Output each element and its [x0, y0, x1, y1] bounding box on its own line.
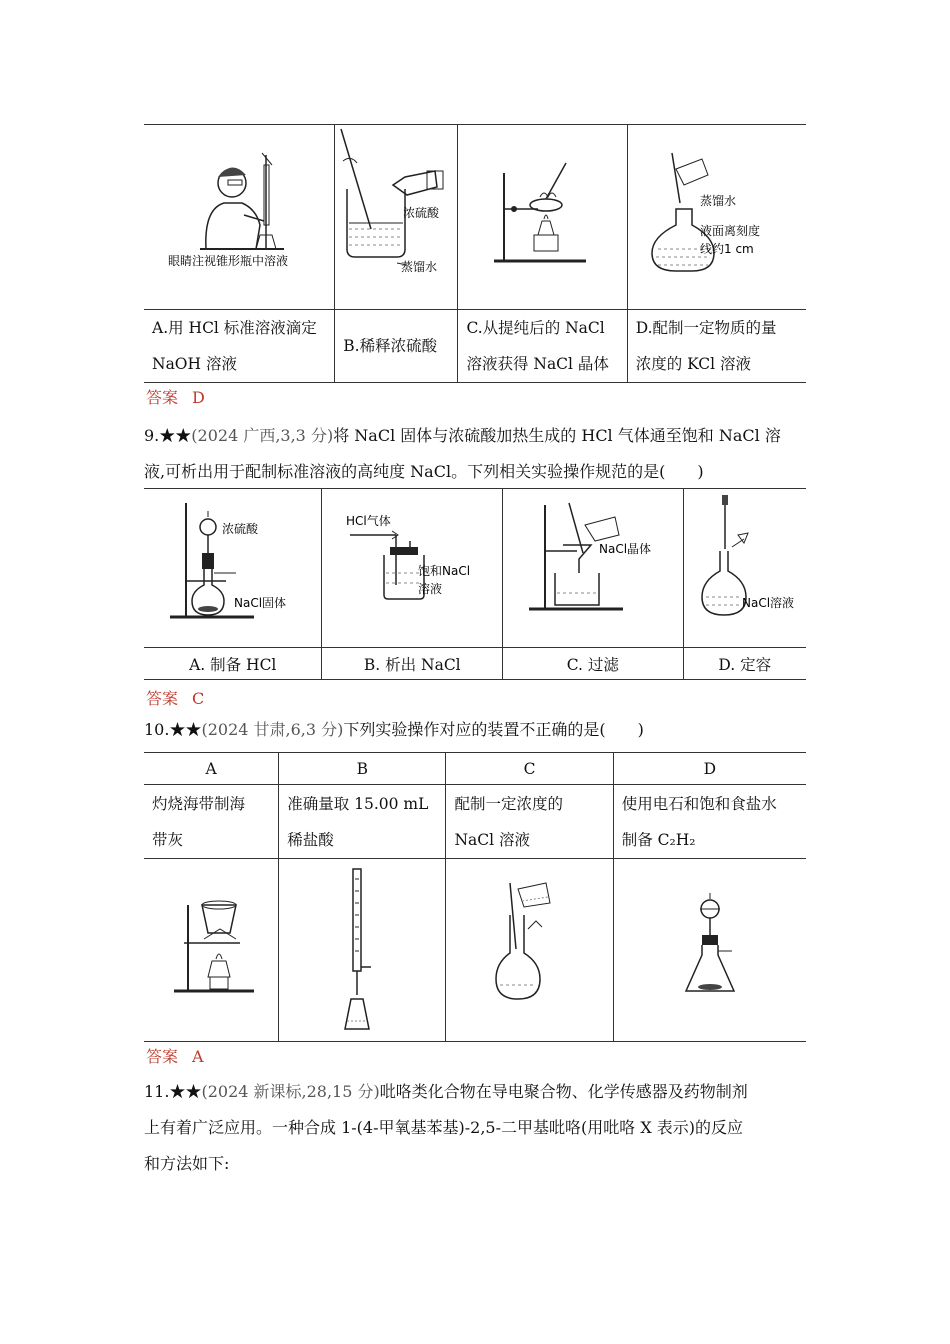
answer-value: C	[192, 689, 205, 708]
q10-desc-d	[613, 785, 806, 859]
q9-b-gas: HCl气体	[346, 514, 392, 528]
q9-a-solid: NaCl固体	[234, 596, 287, 610]
answer-label: 答案	[146, 1047, 179, 1066]
difficulty-stars: ★★	[159, 426, 192, 445]
q8-image-b	[335, 125, 458, 310]
difficulty-stars: ★★	[169, 1082, 202, 1101]
q10-header-d: D	[613, 753, 806, 785]
q9-a-acid: 浓硫酸	[222, 522, 259, 536]
q8-answer	[146, 385, 205, 408]
answer-value: D	[192, 388, 205, 407]
q8-option-d-line1: D.配制一定物质的量	[635, 319, 777, 337]
q10-desc-b-line2: 稀盐酸	[287, 830, 334, 849]
question-number: 10.	[144, 720, 170, 739]
q10-desc-b-line1: 准确量取 15.00 mL	[287, 794, 429, 813]
answer-label: 答案	[146, 388, 179, 407]
q8-option-c-line1: C.从提纯后的 NaCl	[466, 319, 605, 337]
question-text-1: 吡咯类化合物在导电聚合物、化学传感器及药物制剂	[379, 1082, 748, 1101]
q10-header-c: C	[446, 753, 613, 785]
q9-b-sat1: 饱和NaCl	[418, 564, 471, 578]
q10-image-b	[279, 859, 446, 1042]
q8-option-b-line1: B.稀释浓硫酸	[343, 337, 438, 355]
q9-table	[144, 488, 806, 680]
answer-label: 答案	[146, 689, 179, 708]
q10-desc-c-line2: NaCl 溶液	[454, 830, 531, 849]
q10-header-b: B	[279, 753, 446, 785]
q9-image-b	[322, 489, 503, 648]
q8-option-d-line2: 浓度的 KCl 溶液	[635, 355, 752, 373]
q8-option-c	[458, 310, 627, 383]
q10-table	[144, 752, 806, 1042]
q10-header-a: A	[144, 753, 279, 785]
q8-d-note1: 液面离刻度	[699, 224, 760, 238]
q9-c-crystal: NaCl晶体	[599, 542, 652, 556]
q10-desc-a	[144, 785, 279, 859]
question-text-2: 液,可析出用于配制标准溶液的高纯度 NaCl。下列相关实验操作规范的是( )	[144, 462, 704, 481]
q9-option-a: A. 制备 HCl	[144, 648, 322, 680]
q9-d-solution: NaCl溶液	[741, 596, 794, 610]
q9-answer	[146, 686, 204, 709]
question-number: 9.	[144, 426, 160, 445]
q10-image-d	[613, 859, 806, 1042]
question-source: (2024 广西,3,3 分)	[191, 426, 334, 445]
q8-table	[144, 124, 806, 383]
q9-option-b: B. 析出 NaCl	[322, 648, 503, 680]
q8-option-a-line1: A.用 HCl 标准溶液滴定	[152, 319, 317, 337]
q8-option-c-line2: 溶液获得 NaCl 晶体	[466, 355, 609, 373]
q8-b-water: 蒸馏水	[401, 260, 438, 274]
q8-image-a	[144, 125, 335, 310]
question-text-1: 将 NaCl 固体与浓硫酸加热生成的 HCl 气体通至饱和 NaCl 溶	[333, 426, 781, 445]
q8-option-d	[627, 310, 806, 383]
q10-desc-c	[446, 785, 613, 859]
q10-image-a	[144, 859, 279, 1042]
q8-option-a-line2: NaOH 溶液	[152, 355, 237, 373]
q8-option-b	[335, 310, 458, 383]
q10-answer	[146, 1044, 204, 1067]
question-text-3: 和方法如下:	[144, 1154, 230, 1173]
q8-a-caption: 眼睛注视锥形瓶中溶液	[168, 254, 289, 268]
q10-stem	[144, 718, 644, 742]
q10-desc-d-line1: 使用电石和饱和食盐水	[621, 794, 777, 813]
q9-b-sat2: 溶液	[418, 582, 443, 596]
q9-image-a	[144, 489, 322, 648]
q10-desc-b	[279, 785, 446, 859]
q8-option-a	[144, 310, 335, 383]
q9-stem	[144, 418, 814, 490]
q8-image-d	[627, 125, 806, 310]
q10-desc-d-line2: 制备 C₂H₂	[621, 830, 696, 849]
q9-image-c	[503, 489, 684, 648]
question-text: 下列实验操作对应的装置不正确的是( )	[343, 720, 644, 739]
q10-desc-a-line2: 带灰	[152, 830, 184, 849]
answer-value: A	[192, 1047, 204, 1066]
question-text-2: 上有着广泛应用。一种合成 1-(4-甲氧基苯基)-2,5-二甲基吡咯(用吡咯 X 表示)的反应	[144, 1118, 744, 1137]
q9-image-d	[683, 489, 806, 648]
q10-image-c	[446, 859, 613, 1042]
q10-desc-a-line1: 灼烧海带制海	[152, 794, 246, 813]
q9-option-c: C. 过滤	[503, 648, 684, 680]
question-source: (2024 新课标,28,15 分)	[201, 1082, 380, 1101]
q10-desc-c-line1: 配制一定浓度的	[454, 794, 563, 813]
q11-stem	[144, 1080, 814, 1188]
question-source: (2024 甘肃,6,3 分)	[201, 720, 344, 739]
q8-d-note2: 线约1 cm	[699, 242, 754, 256]
q9-option-d: D. 定容	[683, 648, 806, 680]
q8-image-c	[458, 125, 627, 310]
q8-b-acid: 浓硫酸	[403, 206, 440, 220]
difficulty-stars: ★★	[169, 720, 202, 739]
question-number: 11.	[144, 1082, 170, 1101]
q8-d-water: 蒸馏水	[699, 194, 736, 208]
